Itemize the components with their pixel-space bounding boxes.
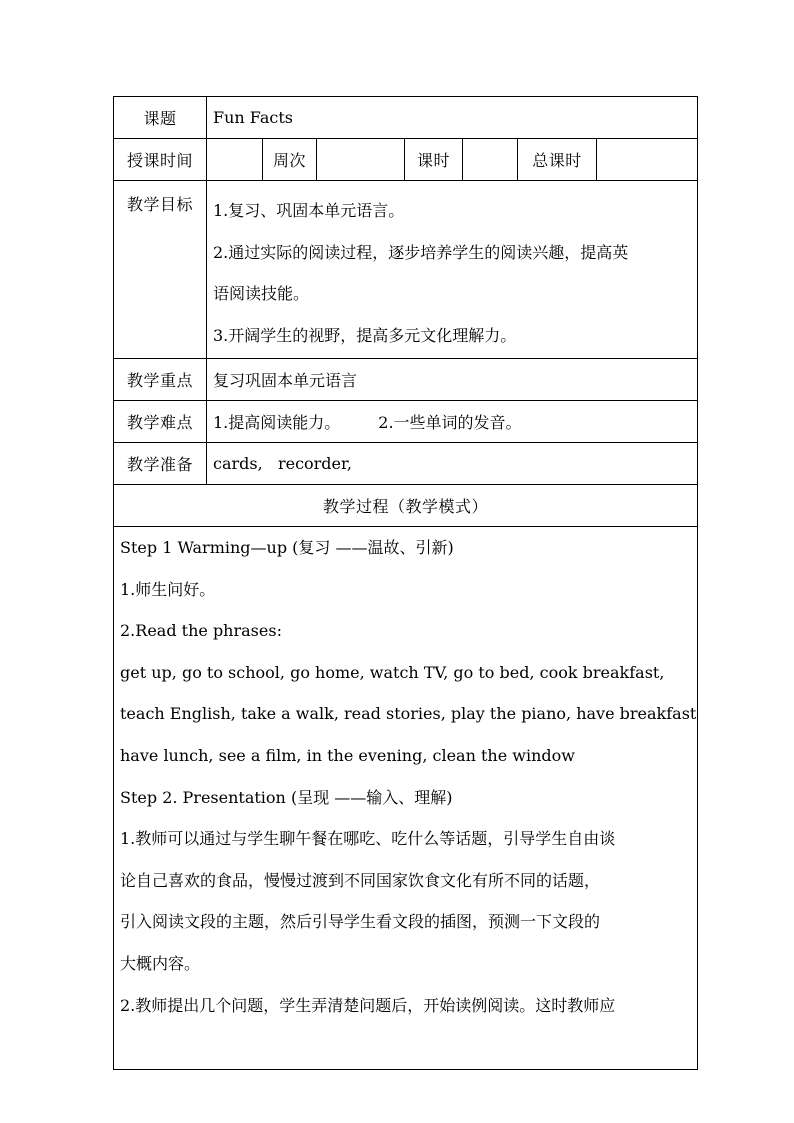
preparation-value: cards, recorder, <box>207 443 698 485</box>
process-line: 大概内容。 <box>120 953 201 973</box>
topic-value: Fun Facts <box>207 97 698 139</box>
schedule-row <box>114 139 698 181</box>
process-line: get up, go to school, go home, watch TV, go to bed, cook breakfast, <box>120 662 665 682</box>
time-value <box>207 139 263 181</box>
objective-line: 2.通过实际的阅读过程，逐步培养学生的阅读兴趣，提高英 <box>213 242 629 262</box>
difficulties-row <box>114 401 698 443</box>
time-label: 授课时间 <box>114 139 207 181</box>
objectives-label: 教学目标 <box>114 181 207 359</box>
difficulties-value <box>207 401 698 443</box>
process-heading-row <box>114 485 698 527</box>
preparation-row <box>114 443 698 485</box>
week-value <box>317 139 405 181</box>
process-line: 1.教师可以通过与学生聊午餐在哪吃、吃什么等话题，引导学生自由谈 <box>120 829 616 849</box>
week-label: 周次 <box>263 139 317 181</box>
period-value <box>463 139 518 181</box>
total-periods-label: 总课时 <box>518 139 597 181</box>
objectives-content <box>207 181 698 359</box>
process-line: 论自己喜欢的食品，慢慢过渡到不同国家饮食文化有所不同的话题， <box>120 870 601 890</box>
topic-row <box>114 97 698 139</box>
process-heading: 教学过程（教学模式） <box>114 485 698 527</box>
process-line: Step 2. Presentation (呈现 ——输入、理解) <box>120 787 453 807</box>
lesson-plan-table <box>113 96 698 1070</box>
process-line: 引入阅读文段的主题，然后引导学生看文段的插图，预测一下文段的 <box>120 912 601 932</box>
process-line: 2.Read the phrases: <box>120 621 282 641</box>
process-row <box>114 527 698 1070</box>
process-line: 2.教师提出几个问题，学生弄清楚问题后，开始读例阅读。这时教师应 <box>120 995 616 1015</box>
difficulties-label: 教学难点 <box>114 401 207 443</box>
period-label: 课时 <box>405 139 463 181</box>
total-periods-value <box>597 139 698 181</box>
process-line: have lunch, see a film, in the evening, clean the window <box>120 745 575 765</box>
process-line: 1.师生问好。 <box>120 579 216 599</box>
process-line: teach English, take a walk, read stories, play the piano, have breakfast <box>120 704 697 724</box>
key-points-value: 复习巩固本单元语言 <box>207 359 698 401</box>
key-points-label: 教学重点 <box>114 359 207 401</box>
key-points-row <box>114 359 698 401</box>
difficulty-item: 2.一些单词的发音。 <box>378 413 522 432</box>
preparation-label: 教学准备 <box>114 443 207 485</box>
process-content <box>114 527 698 1070</box>
objective-line: 语阅读技能。 <box>213 284 310 303</box>
objective-line: 1.复习、巩固本单元语言。 <box>213 201 405 220</box>
difficulty-item: 1.提高阅读能力。 <box>213 413 341 432</box>
process-line: Step 1 Warming—up (复习 ——温故、引新) <box>120 538 454 557</box>
objectives-row <box>114 181 698 359</box>
topic-label: 课题 <box>114 97 207 139</box>
objective-line: 3.开阔学生的视野，提高多元文化理解力。 <box>213 325 517 345</box>
